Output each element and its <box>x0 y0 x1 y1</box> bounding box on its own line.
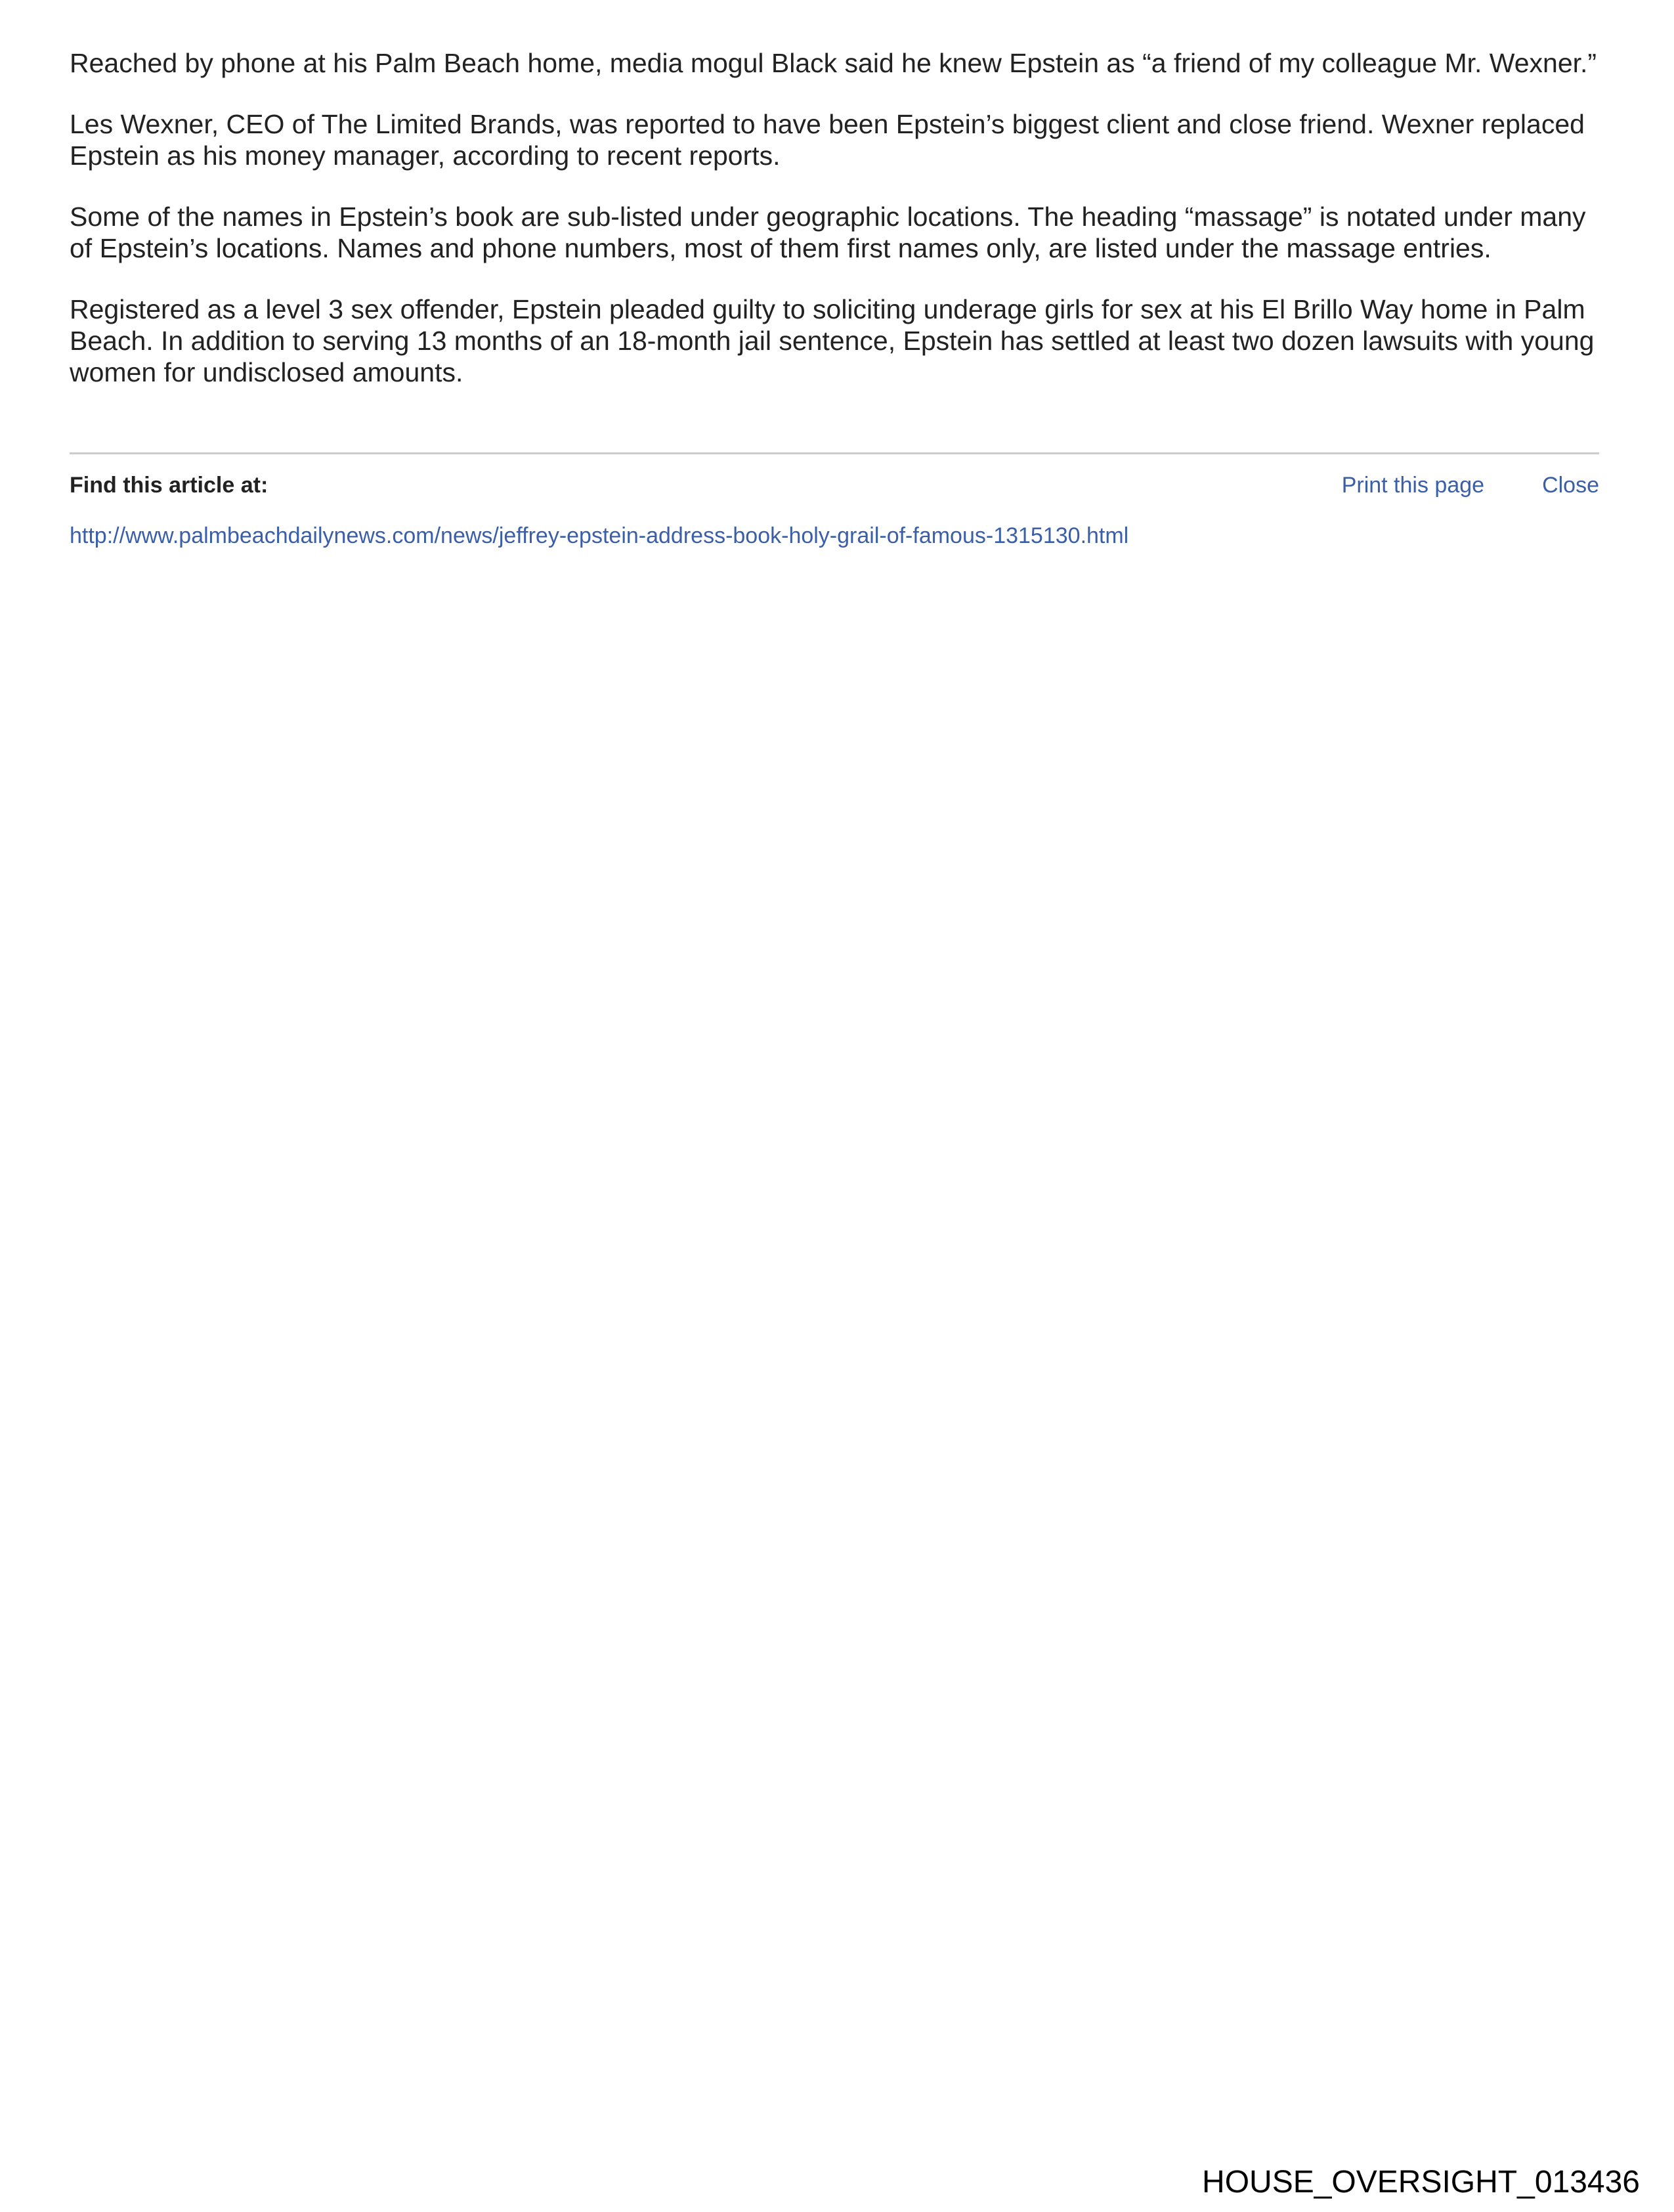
find-article-label: Find this article at: <box>70 473 268 498</box>
article-paragraph-1: Reached by phone at his Palm Beach home, media mogul Black said he knew Epstein as “a friend of my colleague Mr. Wexner.” <box>70 48 1597 78</box>
footer-links <box>1342 473 1599 498</box>
article-paragraph-4: Registered as a level 3 sex offender, Epstein pleaded guilty to soliciting underage girls for sex at his El Brillo Way home in Palm Beach. In addition to serving 13 months of an 18-month jail sentence, Epstein has settled at least two dozen lawsuits with young women for undisclosed amounts. <box>70 294 1595 387</box>
bates-number: HOUSE_OVERSIGHT_013436 <box>1202 2165 1640 2200</box>
article-url-link[interactable]: http://www.palmbeachdailynews.com/news/jeffrey-epstein-address-book-holy-grail-of-famous-1315130.html <box>70 523 1129 548</box>
article-paragraph-3: Some of the names in Epstein’s book are sub-listed under geographic locations. The heading “massage” is notated under many of Epstein’s locations. Names and phone numbers, most of them first names only, are listed under the massage entries. <box>70 202 1586 263</box>
close-link[interactable]: Close <box>1542 473 1599 498</box>
print-page-link[interactable]: Print this page <box>1341 473 1485 498</box>
footer-row <box>70 473 1599 498</box>
article-paragraph-2: Les Wexner, CEO of The Limited Brands, was reported to have been Epstein’s biggest client and close friend. Wexner replaced Epstein as his money manager, according to recent reports. <box>70 109 1585 171</box>
article-page <box>70 47 1599 549</box>
footer-divider <box>70 452 1599 454</box>
